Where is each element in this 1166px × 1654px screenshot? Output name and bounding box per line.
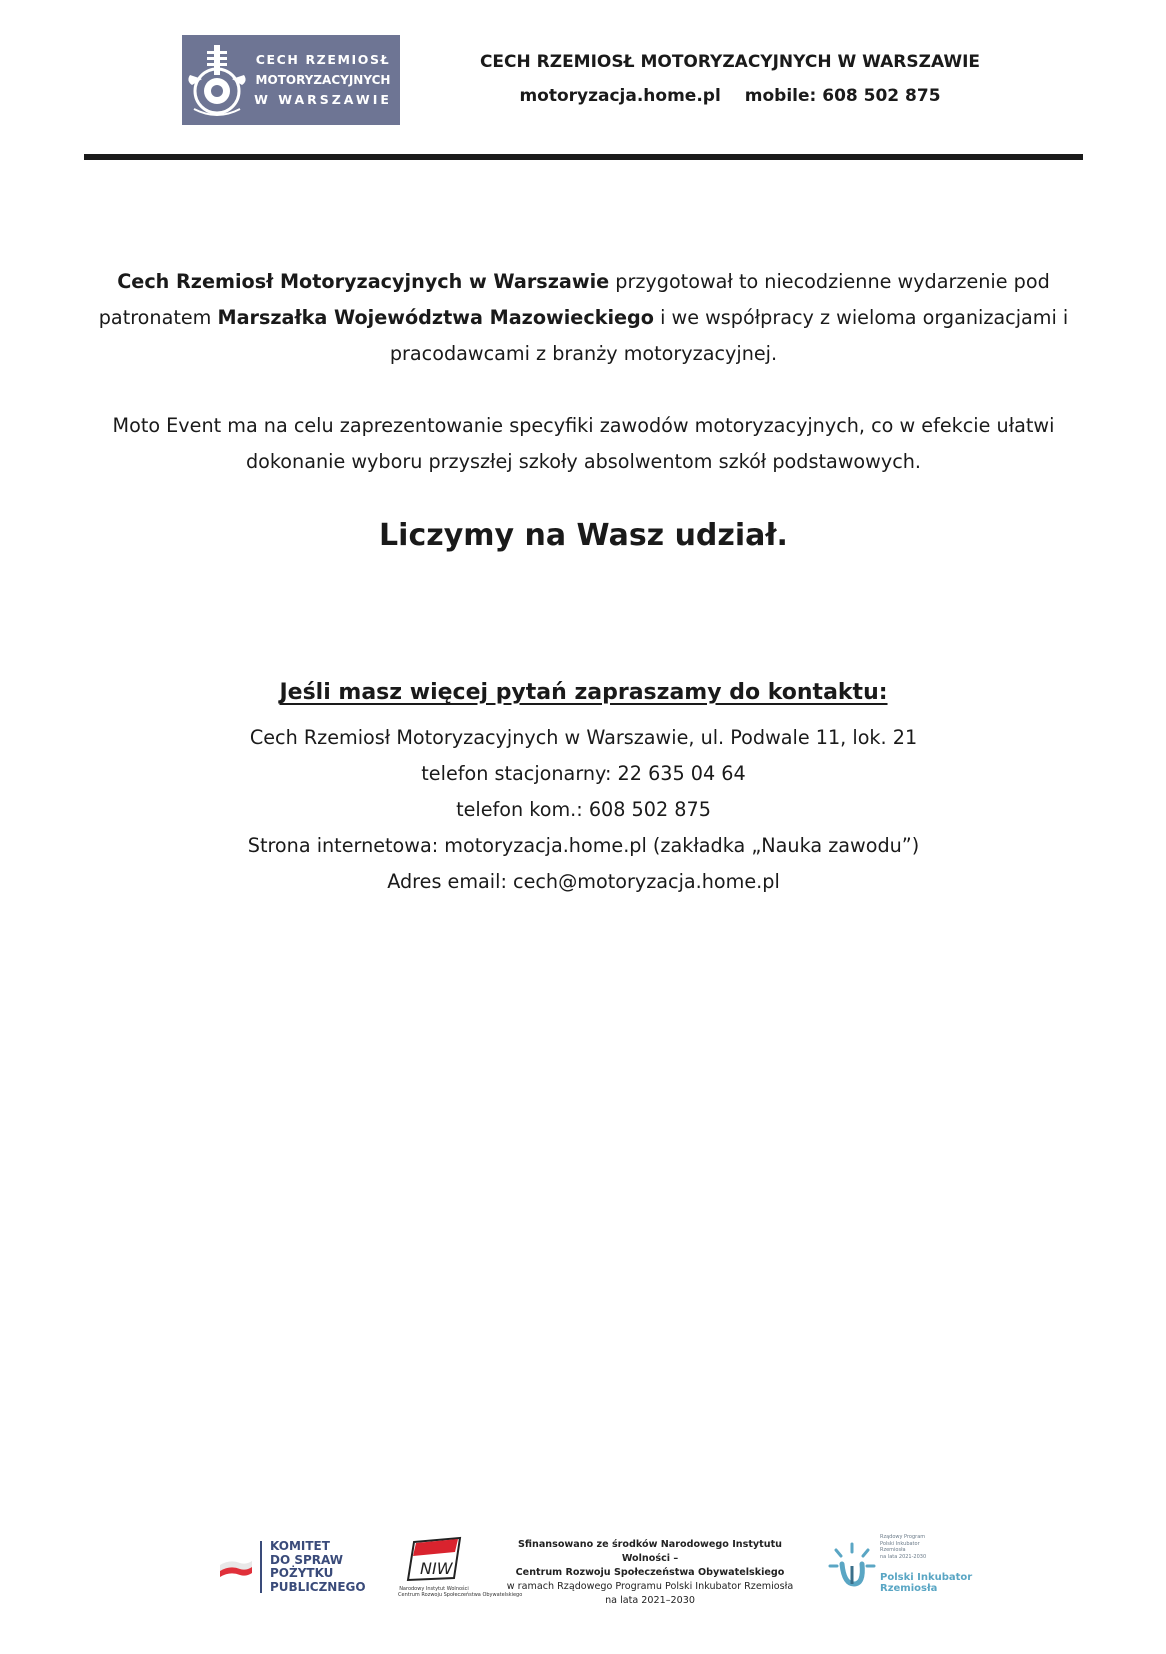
kdspp-divider — [260, 1541, 262, 1593]
contact-heading: Jeśli masz więcej pytań zapraszamy do kontaktu: — [279, 680, 888, 705]
incubator-sprout-icon — [828, 1538, 876, 1598]
sponsor-footer — [0, 1532, 1166, 1606]
contact-address: Cech Rzemiosł Motoryzacyjnych w Warszawie, ul. Podwale 11, lok. 21 — [249, 726, 918, 749]
contact-email[interactable]: Adres email: cech@motoryzacja.home.pl — [387, 870, 780, 893]
logo-text-line1: CECH RZEMIOSŁ — [255, 52, 391, 67]
niw-logo — [398, 1534, 523, 1602]
guild-logo — [182, 35, 400, 125]
niw-caption-1: Narodowy Instytut Wolności — [399, 1586, 469, 1592]
kdspp-line3: POŻYTKU — [270, 1566, 334, 1580]
funding-note — [500, 1538, 800, 1608]
niw-mark-text: NIW — [420, 1559, 453, 1578]
kdspp-line4: PUBLICZNEGO — [270, 1579, 366, 1594]
pir-name-1: Polski Inkubator — [880, 1572, 973, 1583]
pir-name-2: Rzemiosła — [880, 1583, 938, 1594]
contact-website[interactable]: Strona internetowa: motoryzacja.home.pl (zakładka „Nauka zawodu”) — [247, 834, 920, 857]
logo-text-line3: W WARSZAWIE — [254, 92, 392, 107]
kdspp-line2: DO SPRAW — [270, 1552, 344, 1567]
funding-line2: Centrum Rozwoju Społeczeństwa Obywatelskiego — [515, 1567, 785, 1578]
header-divider — [84, 154, 1083, 160]
intro-text-2: i we współpracy z wieloma organizacjami i pracodawcami z branży motoryzacyjnej. — [389, 306, 1069, 365]
funding-line1: Sfinansowano ze środków Narodowego Instytutu Wolności – — [517, 1539, 783, 1564]
polish-flag-icon — [218, 1555, 254, 1579]
funding-line4: na lata 2021–2030 — [605, 1595, 695, 1606]
pir-logo — [828, 1534, 973, 1600]
niw-caption-2: Centrum Rozwoju Społeczeństwa Obywatelskiego — [398, 1592, 523, 1598]
header-contact — [430, 86, 1030, 106]
contact-mobile: telefon kom.: 608 502 875 — [456, 798, 711, 821]
pir-small-1: Rządowy Program — [880, 1534, 926, 1540]
funding-line3: w ramach Rządowego Programu Polski Inkubator Rzemiosła — [506, 1581, 794, 1592]
patron-name-bold: Marszałka Województwa Mazowieckiego — [217, 306, 654, 329]
intro-paragraph — [84, 264, 1083, 372]
event-description: Moto Event ma na celu zaprezentowanie specyfiki zawodów motoryzacyjnych, co w efekcie ułatwi dokonanie wyboru przyszłej szkoły absolwentom szkół podstawowych. — [112, 414, 1055, 473]
call-to-action: Liczymy na Wasz udział. — [379, 518, 788, 553]
kdspp-line1: KOMITET — [270, 1539, 330, 1553]
kdspp-logo — [218, 1538, 378, 1596]
contact-landline: telefon stacjonarny: 22 635 04 64 — [421, 762, 746, 785]
pir-small-2: Polski Inkubator — [880, 1540, 920, 1547]
logo-text-line2: MOTORYZACYJNYCH — [255, 73, 391, 87]
header-website-link[interactable]: motoryzacja.home.pl — [519, 86, 721, 106]
intro-text-1: przygotował to niecodzienne wydarzenie pod patronatem — [98, 270, 1050, 329]
pir-small-3: Rzemiosła — [880, 1547, 906, 1553]
guild-name-bold: Cech Rzemiosł Motoryzacyjnych w Warszawie — [117, 270, 610, 293]
header-title: CECH RZEMIOSŁ MOTORYZACYJNYCH W WARSZAWIE — [479, 52, 981, 72]
engine-wrench-emblem-icon — [182, 35, 252, 125]
header-mobile: mobile: 608 502 875 — [744, 86, 941, 106]
contact-details — [84, 720, 1083, 900]
niw-mark-icon — [398, 1534, 470, 1586]
pir-small-4: na lata 2021-2030 — [880, 1553, 927, 1560]
